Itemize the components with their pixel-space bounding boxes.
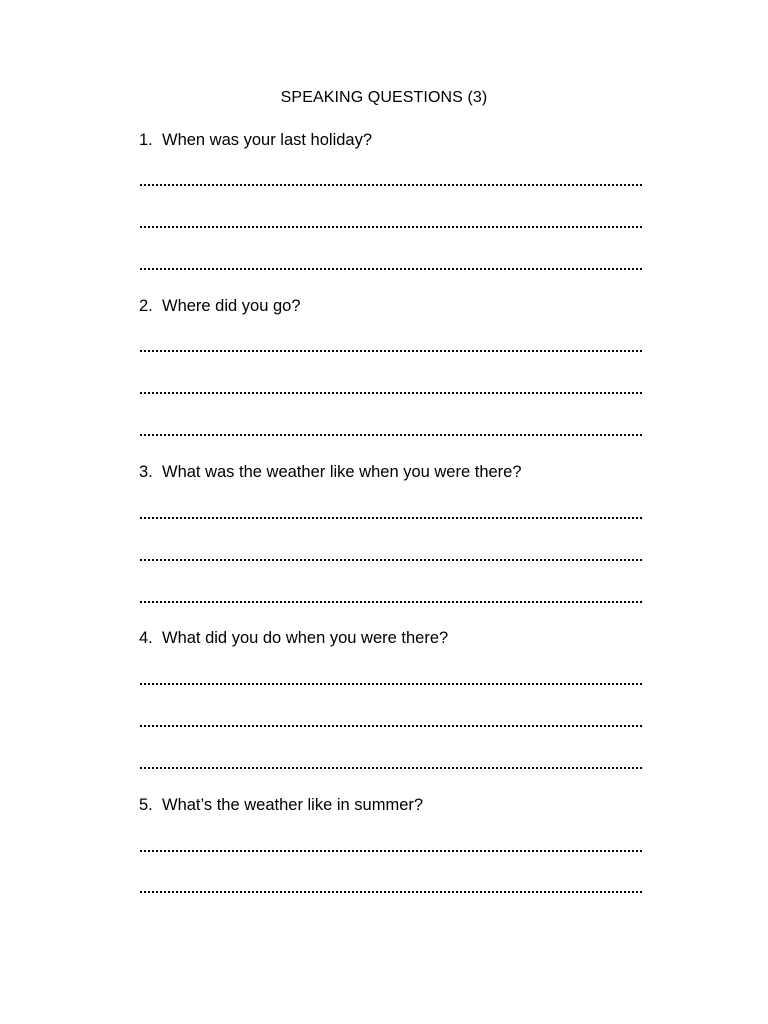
question-text: What was the weather like when you were there? <box>162 463 522 481</box>
answer-line-2c[interactable] <box>140 434 642 436</box>
answer-line-5a[interactable] <box>140 850 642 852</box>
question-4 <box>139 628 448 648</box>
question-text: What did you do when you were there? <box>162 629 449 647</box>
answer-line-3c[interactable] <box>140 601 642 603</box>
question-text: When was your last holiday? <box>162 131 373 149</box>
question-5 <box>139 795 423 815</box>
question-number: 3. <box>139 463 153 481</box>
question-number: 5. <box>139 796 153 814</box>
answer-line-4b[interactable] <box>140 725 642 727</box>
answer-line-1a[interactable] <box>140 184 642 186</box>
answer-line-1c[interactable] <box>140 268 642 270</box>
answer-line-4c[interactable] <box>140 767 642 769</box>
answer-line-4a[interactable] <box>140 683 642 685</box>
answer-line-3b[interactable] <box>140 559 642 561</box>
answer-line-2b[interactable] <box>140 392 642 394</box>
question-2 <box>139 296 301 316</box>
page-title: SPEAKING QUESTIONS (3) <box>280 89 488 106</box>
answer-line-1b[interactable] <box>140 226 642 228</box>
question-1 <box>139 130 372 150</box>
question-3 <box>139 462 522 482</box>
answer-line-3a[interactable] <box>140 517 642 519</box>
question-number: 2. <box>139 297 153 315</box>
question-number: 1. <box>139 131 153 149</box>
question-text: What’s the weather like in summer? <box>162 796 424 814</box>
answer-line-5b[interactable] <box>140 891 642 893</box>
question-number: 4. <box>139 629 153 647</box>
answer-line-2a[interactable] <box>140 350 642 352</box>
question-text: Where did you go? <box>162 297 301 315</box>
